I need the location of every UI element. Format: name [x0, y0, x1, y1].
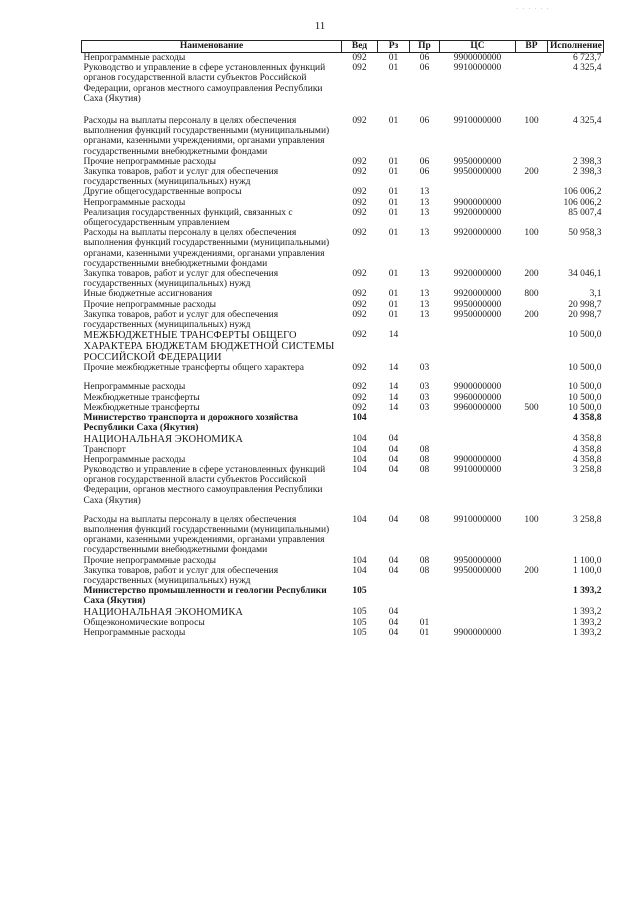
- row-name: Другие общегосударственные вопросы: [83, 187, 242, 198]
- row-rz: 04: [388, 454, 399, 465]
- row-vr: 100: [524, 514, 539, 525]
- table-row: [82, 455, 604, 465]
- row-ved: 104: [352, 464, 367, 475]
- row-name: Министерство транспорта и дорожного хозяйства Республики Саха (Якутия): [83, 413, 298, 434]
- header-pr: Пр: [410, 41, 440, 53]
- row-rz: 04: [388, 464, 399, 475]
- row-name: Прочие непрограммные расходы: [83, 555, 217, 566]
- row-rz: 01: [388, 187, 399, 198]
- row-cs: 9950000000: [453, 167, 502, 178]
- row-vr: 500: [524, 402, 539, 413]
- row-rz: 04: [388, 514, 399, 525]
- row-pr: 06: [419, 156, 430, 167]
- row-ved: 092: [352, 63, 367, 74]
- header-vr: ВР: [516, 41, 548, 53]
- row-rz: 14: [388, 363, 399, 374]
- row-vr: [516, 445, 548, 455]
- row-amount: 3,1: [589, 289, 602, 300]
- table-row: [82, 63, 604, 104]
- row-amount: 106 006,2: [563, 187, 602, 198]
- header-rz: Рз: [378, 41, 410, 53]
- row-vr: [516, 607, 548, 618]
- row-cs: [440, 586, 516, 606]
- row-vr: [516, 382, 548, 392]
- row-ved: 092: [352, 269, 367, 280]
- row-name: Министерство промышленности и геологии Республики Саха (Якутия): [83, 586, 327, 607]
- row-name: Прочие непрограммные расходы: [83, 156, 217, 167]
- row-rz: 01: [388, 167, 399, 178]
- table-row: [82, 208, 604, 228]
- row-rz: 01: [388, 228, 399, 239]
- row-rz: 14: [388, 382, 399, 393]
- row-ved: 092: [352, 363, 367, 374]
- row-pr: 08: [419, 444, 430, 455]
- row-amount: 1 393,2: [573, 627, 602, 638]
- row-pr: 03: [419, 402, 430, 413]
- row-cs: 9950000000: [453, 555, 502, 566]
- row-name: Расходы на выплаты персоналу в целях обеспечения выполнения функций государственными (муниципальными) органами, казенными учреждениями, органами управления государственными внебюджетными фондами: [83, 514, 330, 556]
- row-amount: 34 046,1: [568, 269, 602, 280]
- row-amount: 1 393,2: [573, 617, 602, 628]
- table-row: [82, 53, 604, 64]
- row-rz: 01: [388, 289, 399, 300]
- row-amount: 3 258,8: [573, 514, 602, 525]
- row-rz: 01: [388, 309, 399, 320]
- table-row: [82, 607, 604, 618]
- row-pr: 08: [419, 565, 430, 576]
- row-rz: 01: [388, 53, 399, 63]
- row-spacer-cell: [82, 104, 604, 116]
- row-pr: 08: [419, 464, 430, 475]
- budget-table: [81, 40, 604, 638]
- row-ved: 105: [352, 586, 367, 597]
- row-amount: 10 500,0: [568, 330, 602, 341]
- row-ved: 104: [352, 454, 367, 465]
- table-row: [82, 445, 604, 455]
- row-cs: 9910000000: [453, 116, 502, 127]
- row-vr: [516, 413, 548, 433]
- row-name: Закупка товаров, работ и услуг для обеспечения государственных (муниципальных) нужд: [83, 309, 279, 331]
- row-cs: 9900000000: [453, 53, 502, 63]
- table-row: [82, 269, 604, 289]
- row-cs: 9910000000: [453, 464, 502, 475]
- row-name: Закупка товаров, работ и услуг для обеспечения государственных (муниципальных) нужд: [83, 565, 279, 586]
- row-rz: 04: [388, 433, 399, 444]
- row-pr: [410, 607, 440, 618]
- row-name: Расходы на выплаты персоналу в целях обеспечения выполнения функций государственными (муниципальными) органами, казенными учреждениями, органами управления государственными внебюджетными фондами: [83, 228, 330, 269]
- row-vr: [516, 330, 548, 363]
- row-cs: 9950000000: [453, 156, 502, 167]
- row-name: НАЦИОНАЛЬНАЯ ЭКОНОМИКА: [83, 433, 243, 445]
- table-row: [82, 556, 604, 566]
- row-name: Межбюджетные трансферты: [83, 402, 200, 413]
- row-name: Транспорт: [83, 444, 126, 455]
- row-ved: 104: [352, 555, 367, 566]
- row-vr: [516, 208, 548, 228]
- table-row: [82, 310, 604, 330]
- row-vr: [516, 455, 548, 465]
- row-amount: 4 325,4: [573, 116, 602, 127]
- row-ved: 092: [352, 167, 367, 178]
- row-amount: 10 500,0: [568, 402, 602, 413]
- row-name: Общеэкономические вопросы: [83, 617, 205, 628]
- table-row: [82, 434, 604, 445]
- row-ved: 092: [352, 382, 367, 393]
- row-rz: [378, 586, 410, 606]
- table-row: [82, 228, 604, 269]
- row-pr: 03: [419, 392, 430, 403]
- row-amount: 3 258,8: [573, 464, 602, 475]
- row-spacer: [82, 373, 604, 382]
- row-ved: 105: [352, 617, 367, 628]
- table-row: [82, 393, 604, 403]
- row-ved: 092: [352, 187, 367, 198]
- row-cs: [440, 434, 516, 445]
- row-rz: 04: [388, 565, 399, 576]
- table-row: [82, 187, 604, 197]
- row-ved: 092: [352, 392, 367, 403]
- row-cs: 9920000000: [453, 207, 502, 218]
- row-vr: [516, 618, 548, 628]
- row-name: Непрограммные расходы: [83, 197, 186, 208]
- row-rz: 04: [388, 606, 399, 617]
- row-cs: 9950000000: [453, 309, 502, 320]
- row-cs: 9950000000: [453, 565, 502, 576]
- row-rz: 01: [388, 156, 399, 167]
- table-row: [82, 157, 604, 167]
- row-vr: [516, 157, 548, 167]
- row-amount: 6 723,7: [573, 53, 602, 63]
- row-vr: 200: [524, 565, 539, 576]
- row-vr: [516, 63, 548, 104]
- row-rz: 14: [388, 330, 399, 341]
- row-pr: 03: [419, 382, 430, 393]
- row-amount: 20 998,7: [568, 309, 602, 320]
- row-pr: 06: [419, 63, 430, 74]
- row-rz: 01: [388, 299, 399, 310]
- page-number: 11: [314, 20, 326, 32]
- table-row: [82, 566, 604, 586]
- row-ved: 104: [352, 565, 367, 576]
- row-ved: 092: [352, 299, 367, 310]
- row-pr: 13: [419, 197, 430, 208]
- table-row: [82, 465, 604, 506]
- row-name: Расходы на выплаты персоналу в целях обеспечения выполнения функций государственными (муниципальными) органами, казенными учреждениями, органами управления государственными внебюджетными фондами: [83, 116, 330, 157]
- row-pr: 13: [419, 289, 430, 300]
- row-amount: 4 358,8: [573, 444, 602, 455]
- row-pr: 13: [419, 309, 430, 320]
- row-name: Непрограммные расходы: [83, 454, 186, 465]
- row-rz: [378, 413, 410, 433]
- row-rz: 04: [388, 444, 399, 455]
- row-spacer: [82, 104, 604, 116]
- row-ved: 092: [352, 53, 367, 63]
- row-vr: [516, 363, 548, 373]
- row-amount: 10 500,0: [568, 363, 602, 374]
- row-ved: 092: [352, 309, 367, 320]
- table-row: [82, 300, 604, 310]
- row-ved: 105: [352, 606, 367, 617]
- row-amount: 20 998,7: [568, 299, 602, 310]
- row-spacer-cell: [82, 373, 604, 382]
- row-cs: 9950000000: [453, 299, 502, 310]
- row-cs: [440, 363, 516, 373]
- row-pr: 08: [419, 555, 430, 566]
- header-cs: ЦС: [440, 41, 516, 53]
- row-pr: [410, 586, 440, 606]
- row-cs: 9900000000: [453, 627, 502, 638]
- row-name: Реализация государственных функций, связанных с общегосударственным управлением: [83, 207, 293, 229]
- table-row: [82, 330, 604, 363]
- row-rz: 04: [388, 627, 399, 638]
- table-row: [82, 586, 604, 606]
- row-pr: 08: [419, 454, 430, 465]
- row-cs: 9910000000: [453, 63, 502, 74]
- row-vr: [516, 300, 548, 310]
- row-cs: 9910000000: [453, 514, 502, 525]
- row-amount: 1 393,2: [573, 586, 602, 597]
- row-name: Руководство и управление в сфере установленных функций органов государственной власти субъектов Российской Федерации, органов местного самоуправления Республики Саха (Якутия): [83, 464, 326, 506]
- row-vr: 100: [524, 116, 539, 127]
- row-pr: 06: [419, 53, 430, 63]
- row-cs: 9920000000: [453, 228, 502, 239]
- row-cs: [440, 445, 516, 455]
- row-name: Прочие непрограммные расходы: [83, 299, 217, 310]
- row-ved: 092: [352, 402, 367, 413]
- row-amount: 4 358,8: [573, 433, 602, 444]
- row-pr: [410, 330, 440, 363]
- row-amount: 4 358,8: [573, 413, 602, 424]
- row-vr: [516, 187, 548, 197]
- row-pr: [410, 413, 440, 433]
- row-amount: 1 393,2: [573, 606, 602, 617]
- row-ved: 092: [352, 116, 367, 127]
- row-pr: 06: [419, 167, 430, 178]
- row-vr: [516, 393, 548, 403]
- row-vr: [516, 586, 548, 606]
- row-amount: 10 500,0: [568, 382, 602, 393]
- row-ved: 092: [352, 207, 367, 218]
- row-rz: 01: [388, 63, 399, 74]
- row-vr: 200: [524, 167, 539, 178]
- header-ved: Вед: [342, 41, 378, 53]
- table-row: [82, 198, 604, 208]
- row-rz: 01: [388, 269, 399, 280]
- row-ved: 104: [352, 514, 367, 525]
- row-rz: 01: [388, 197, 399, 208]
- header-amount: Исполнение: [548, 41, 604, 53]
- row-amount: 4 358,8: [573, 454, 602, 465]
- table-header-row: [82, 41, 604, 53]
- row-vr: 100: [524, 228, 539, 239]
- table-row: [82, 628, 604, 638]
- row-vr: [516, 198, 548, 208]
- row-vr: [516, 556, 548, 566]
- row-ved: 104: [352, 444, 367, 455]
- table-row: [82, 167, 604, 187]
- row-rz: 04: [388, 617, 399, 628]
- row-vr: 800: [524, 289, 539, 300]
- row-amount: 106 006,2: [563, 197, 602, 208]
- row-name: Закупка товаров, работ и услуг для обеспечения государственных (муниципальных) нужд: [83, 269, 279, 290]
- row-name: Закупка товаров, работ и услуг для обеспечения государственных (муниципальных) нужд: [83, 167, 279, 188]
- table-row: [82, 403, 604, 413]
- row-amount: 10 500,0: [568, 392, 602, 403]
- row-rz: 14: [388, 392, 399, 403]
- row-ved: 105: [352, 627, 367, 638]
- row-cs: 9920000000: [453, 269, 502, 280]
- row-name: Межбюджетные трансферты: [83, 392, 200, 403]
- row-cs: [440, 413, 516, 433]
- row-ved: 092: [352, 330, 367, 341]
- row-cs: [440, 330, 516, 363]
- row-pr: 13: [419, 299, 430, 310]
- row-amount: 4 325,4: [573, 63, 602, 74]
- row-cs: [440, 618, 516, 628]
- row-cs: [440, 187, 516, 197]
- row-name: Руководство и управление в сфере установленных функций органов государственной власти субъектов Российской Федерации, органов местного самоуправления Республики Саха (Якутия): [83, 63, 326, 104]
- row-name: НАЦИОНАЛЬНАЯ ЭКОНОМИКА: [83, 606, 243, 618]
- row-rz: 04: [388, 555, 399, 566]
- header-name: Наименование: [82, 41, 342, 53]
- row-pr: 03: [419, 363, 430, 374]
- table-row: [82, 618, 604, 628]
- table-row: [82, 116, 604, 157]
- row-rz: 01: [388, 116, 399, 127]
- row-amount: 2 398,3: [573, 156, 602, 167]
- row-cs: [440, 607, 516, 618]
- table-row: [82, 382, 604, 392]
- row-vr: 200: [524, 269, 539, 280]
- row-ved: 092: [352, 289, 367, 300]
- row-amount: 50 958,3: [568, 228, 602, 239]
- table-row: [82, 289, 604, 299]
- row-ved: 092: [352, 156, 367, 167]
- row-vr: [516, 628, 548, 638]
- row-cs: 9960000000: [453, 392, 502, 403]
- row-cs: 9900000000: [453, 454, 502, 465]
- row-pr: 01: [419, 627, 430, 638]
- scan-corner-mark: · · · · · ·: [516, 5, 550, 13]
- row-pr: 13: [419, 207, 430, 218]
- row-spacer-cell: [82, 506, 604, 515]
- row-pr: 01: [419, 617, 430, 628]
- row-vr: [516, 465, 548, 506]
- row-amount: 2 398,3: [573, 167, 602, 178]
- row-name: Прочие межбюджетные трансферты общего характера: [83, 363, 304, 374]
- row-ved: 104: [352, 413, 367, 424]
- row-cs: 9900000000: [453, 197, 502, 208]
- table-row: [82, 413, 604, 433]
- row-ved: 092: [352, 228, 367, 239]
- table-row: [82, 363, 604, 373]
- row-spacer: [82, 506, 604, 515]
- row-name: Иные бюджетные ассигнования: [83, 289, 213, 300]
- row-pr: 13: [419, 269, 430, 280]
- row-name: Непрограммные расходы: [83, 53, 186, 63]
- row-name: Непрограммные расходы: [83, 382, 186, 393]
- row-cs: 9920000000: [453, 289, 502, 300]
- table-row: [82, 515, 604, 556]
- row-ved: 092: [352, 197, 367, 208]
- row-pr: 13: [419, 228, 430, 239]
- row-amount: 85 007,4: [568, 207, 602, 218]
- row-amount: 1 100,0: [573, 565, 602, 576]
- row-vr: [516, 434, 548, 445]
- row-pr: [410, 434, 440, 445]
- row-vr: [516, 53, 548, 64]
- row-vr: 200: [524, 309, 539, 320]
- row-pr: 13: [419, 187, 430, 198]
- row-rz: 01: [388, 207, 399, 218]
- row-cs: 9900000000: [453, 382, 502, 393]
- row-pr: 08: [419, 514, 430, 525]
- row-pr: 06: [419, 116, 430, 127]
- row-rz: 14: [388, 402, 399, 413]
- row-name: Непрограммные расходы: [83, 627, 186, 638]
- row-name: МЕЖБЮДЖЕТНЫЕ ТРАНСФЕРТЫ ОБЩЕГО ХАРАКТЕРА БЮДЖЕТАМ БЮДЖЕТНОЙ СИСТЕМЫ РОССИЙСКОЙ ФЕДЕРАЦИИ: [83, 330, 335, 364]
- row-ved: 104: [352, 433, 367, 444]
- row-amount: 1 100,0: [573, 555, 602, 566]
- row-cs: 9960000000: [453, 402, 502, 413]
